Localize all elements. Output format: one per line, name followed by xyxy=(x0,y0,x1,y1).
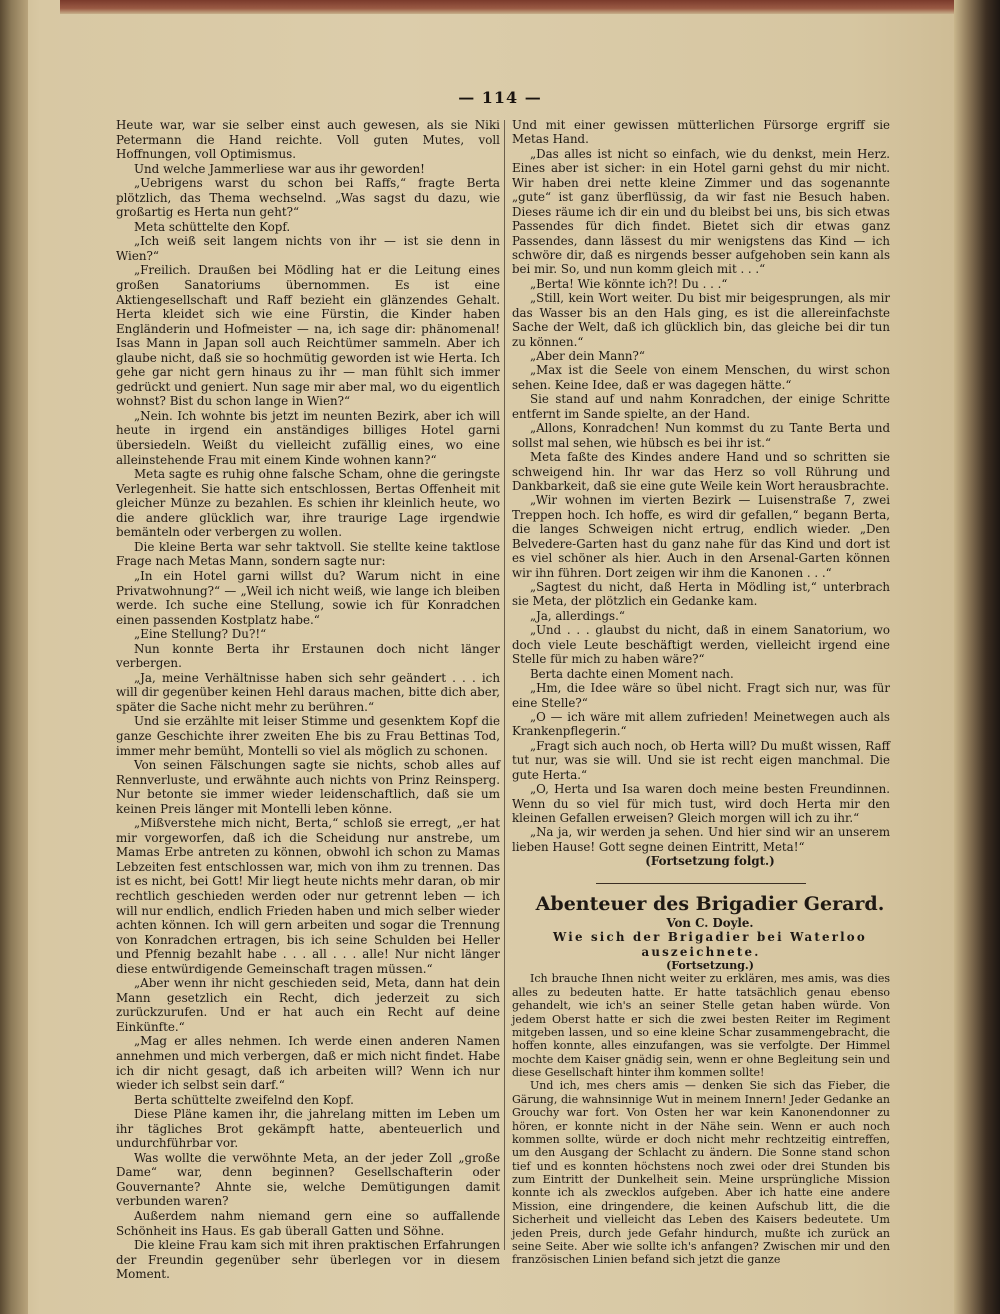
paragraph: „Ja, meine Verhältnisse haben sich sehr geändert . . . ich will dir gegenüber keinen Hehl daraus machen, bitte dich aber, später die Sache nicht mehr zu berühren.“ xyxy=(116,670,500,714)
paragraph: „Max ist die Seele von einem Menschen, du wirst schon sehen. Keine Idee, daß er was dagegen hätte.“ xyxy=(512,363,890,392)
paragraph: „Aber wenn ihr nicht geschieden seid, Meta, dann hat dein Mann gesetzlich ein Recht, dich jederzeit zu sich zurückzurufen. Und er hat auch ein Recht auf deine Einkünfte.“ xyxy=(116,976,500,1034)
paragraph: „Mag er alles nehmen. Ich werde einen anderen Namen annehmen und mich verbergen, daß er mich nicht findet. Habe ich dir nicht gesagt, daß ich arbeiten will? Wenn ich nur wieder ich selbst sein darf.“ xyxy=(116,1034,500,1093)
paragraph: „Uebrigens warst du schon bei Raffs,“ fragte Berta plötzlich, das Thema wechselnd. „Was sagst du dazu, wie großartig es Herta nun geht?“ xyxy=(116,176,500,220)
paragraph: Meta schüttelte den Kopf. xyxy=(134,219,291,234)
story-title: Abenteuer des Brigadier Gerard. xyxy=(535,892,885,915)
section-separator xyxy=(596,883,806,884)
paragraph: Außerdem nahm niemand gern eine so auffallende Schönheit ins Haus. Es gab überall Gatten und Söhne. xyxy=(116,1209,500,1238)
binding-spine xyxy=(0,0,28,1314)
paragraph: Und sie erzählte mit leiser Stimme und gesenktem Kopf die ganze Geschichte ihrer zweiten Ehe bis zu Frau Bettinas Tod, immer mehr bemüht, Montelli so viel als möglich zu schonen. xyxy=(116,714,500,758)
paragraph: „Aber dein Mann?“ xyxy=(530,349,645,363)
paragraph: „O — ich wäre mit allem zufrieden! Meinetwegen auch als Krankenpflegerin.“ xyxy=(512,709,890,739)
paragraph: Meta faßte des Kindes andere Hand und so schritten sie schweigend hin. Ihr war das Herz so voll Rührung und Dankbarkeit, daß sie eine gute Weile kein Wort herausbrachte. xyxy=(512,450,890,493)
column-divider xyxy=(504,120,505,1250)
paragraph: „Freilich. Draußen bei Mödling hat er die Leitung eines großen Sanatoriums übernommen. Es ist eine Aktiengesellschaft und Raff bezieht ein glänzendes Gehalt. Herta kleidet sich wie eine Fürstin, die Kinder haben Engländerin und Hofmeister — na, ich sage dir: phänomenal! Isas Mann in Japan soll auch Reichtümer sammeln. Aber ich glaube nicht, daß sie so hochmütig geworden ist wie Herta. Ich gehe gar nicht gern hinaus zu ihr — man fühlt sich immer gedrückt und geniert. Nun sage mir aber mal, wo du eigentlich wohnst? Bist du schon lange in Wien?“ xyxy=(116,263,500,409)
paragraph: Die kleine Berta war sehr taktvoll. Sie stellte keine taktlose Frage nach Metas Mann, sondern sagte nur: xyxy=(116,539,500,569)
paragraph: „Berta! Wie könnte ich?! Du . . .“ xyxy=(530,276,728,291)
paragraph: „Fragt sich auch noch, ob Herta will? Du mußt wissen, Raff tut nur, was sie will. Und sie ist recht eigen manchmal. Die gute Herta.“ xyxy=(512,738,890,782)
paragraph: „Allons, Konradchen! Nun kommst du zu Tante Berta und sollst mal sehen, wie hübsch es bei ihr ist.“ xyxy=(512,421,890,450)
paragraph: „Hm, die Idee wäre so übel nicht. Fragt sich nur, was für eine Stelle?“ xyxy=(512,681,890,710)
paragraph: Die kleine Frau kam sich mit ihren praktischen Erfahrungen der Freundin gegenüber sehr überlegen vor in diesem Moment. xyxy=(116,1238,500,1282)
page-number: — 114 — xyxy=(458,88,542,107)
binding-top-edge xyxy=(60,0,990,14)
paragraph: „Das alles ist nicht so einfach, wie du denkst, mein Herz. Eines aber ist sicher: in ein Hotel garni gehst du mir nicht. Wir haben drei nette kleine Zimmer und das sogenannte „gute“ ist ganz überflüssig, da wir fast nie Besuch haben. Dieses räume ich dir ein und du bleibst bei uns, bis sich etwas Passendes für dich findet. Bietet sich dir etwas ganz Passendes, dann lässest du mir wenigstens das Kind — ich schwöre dir, daß es nirgends besser aufgehoben sein kann als bei mir. So, und nun komm gleich mit . . .“ xyxy=(512,146,890,277)
paragraph: Sie stand auf und nahm Konradchen, der einige Schritte entfernt im Sande spielte, an der Hand. xyxy=(512,392,890,421)
left-column xyxy=(116,118,500,1282)
paragraph: Und welche Jammerliese war aus ihr geworden! xyxy=(134,161,425,176)
paragraph: Und ich, mes chers amis — denken Sie sich das Fieber, die Gärung, die wahnsinnige Wut in meinem Innern! Jeder Gedanke an Grouchy war fort. Von Osten her war kein Kanonendonner zu hören, er konnte nicht in der Nähe sein. Wenn er auch noch kommen sollte, würde er doch nicht mehr rechtzeitig eintreffen, um den Ausgang der Schlacht zu ändern. Die Sonne stand schon tief und es konnten höchstens noch zwei oder drei Stunden bis zum Eintritt der Dunkelheit sein. Meine ursprüngliche Mission konnte ich als zwecklos aufgeben. Aber ich hatte eine andere Mission, eine dringendere, die keinen Aufschub litt, die die Sicherheit und vielleicht das Leben des Kaisers bedeutete. Um jeden Preis, durch jede Gefahr hindurch, mußte ich zurück an seine Seite. Aber wie sollte ich's anfangen? Zwischen mir und den französischen Linien befand sich jetzt die ganze xyxy=(512,1079,890,1267)
paragraph: „Still, kein Wort weiter. Du bist mir beigesprungen, als mir das Wasser bis an den Hals ging, es ist die allereinfachste Sache der Welt, daß ich glücklich bin, das gleiche bei dir tun zu können.“ xyxy=(512,291,890,349)
story-continuation: (Fortsetzung.) xyxy=(666,959,754,973)
paragraph: „Wir wohnen im vierten Bezirk — Luisenstraße 7, zwei Treppen hoch. Ich hoffe, es wird dir gefallen,“ begann Berta, die langes Schweigen nicht ertrug, endlich wieder. „Den Belvedere-Garten hast du ganz nahe für das Kind und dort ist es viel schöner als hier. Auch in den Arsenal-Garten können wir ihn führen. Dort zeigen wir ihm die Kanonen . . .“ xyxy=(512,493,890,580)
story-author: Von C. Doyle. xyxy=(666,915,754,930)
paragraph: „Sagtest du nicht, daß Herta in Mödling ist,“ unterbrach sie Meta, der plötzlich ein Gedanke kam. xyxy=(512,580,890,609)
paragraph: Von seinen Fälschungen sagte sie nichts, schob alles auf Rennverluste, und erwähnte auch nichts von Prinz Reinsperg. Nur betonte sie immer wieder leidenschaftlich, daß sie um keinen Preis länger mit Montelli leben könne. xyxy=(116,758,500,816)
paragraph: „Ich weiß seit langem nichts von ihr — ist sie denn in Wien?“ xyxy=(116,234,500,263)
paragraph: Berta dachte einen Moment nach. xyxy=(530,666,734,681)
paragraph: Ich brauche Ihnen nicht weiter zu erklären, mes amis, was dies alles zu bedeuten hatte. Er hatte tatsächlich genau ebenso gehandelt, wie ich's an seiner Stelle getan haben würde. Von jedem Oberst hatte er sich die zwei besten Reiter im Regiment mitgeben lassen, und so eine kleine Schar zusammengebracht, die hoffen konnte, alles einzufangen, was sie verfolgte. Der Himmel mochte dem Kaiser gnädig sein, wenn er ohne Begleitung sein und diese Gesellschaft hinter ihm kommen sollte! xyxy=(512,972,890,1080)
paragraph: Diese Pläne kamen ihr, die jahrelang mitten im Leben um ihr tägliches Brot gekämpft hatte, abenteuerlich und undurchführbar vor. xyxy=(116,1107,500,1151)
right-column xyxy=(512,118,890,1267)
paragraph: „Und . . . glaubst du nicht, daß in einem Sanatorium, wo doch viele Leute beschäftigt werden, vielleicht irgend eine Stelle für mich zu haben wäre?“ xyxy=(512,623,890,667)
continuation-note: (Fortsetzung folgt.) xyxy=(645,854,775,869)
paragraph: „Nein. Ich wohnte bis jetzt im neunten Bezirk, aber ich will heute in irgend ein anständiges billiges Hotel garni übersiedeln. Weißt du vielleicht zufällig eines, wo eine alleinstehende Frau mit einem Kinde wohnen kann?“ xyxy=(116,408,500,467)
paragraph: „Na ja, wir werden ja sehen. Und hier sind wir an unserem lieben Hause! Gott segne deinen Eintritt, Meta!“ xyxy=(512,825,890,854)
paragraph: Nun konnte Berta ihr Erstaunen doch nicht länger verbergen. xyxy=(116,641,500,671)
paragraph: Was wollte die verwöhnte Meta, an der jeder Zoll „große Dame“ war, denn beginnen? Gesellschafterin oder Gouvernante? Ahnte sie, welche Demütigungen damit verbunden waren? xyxy=(116,1150,500,1209)
paragraph: Heute war, war sie selber einst auch gewesen, als sie Niki Petermann die Hand reichte. Voll guten Mutes, voll Hoffnungen, voll Optimismus. xyxy=(116,118,500,162)
paragraph: Berta schüttelte zweifelnd den Kopf. xyxy=(134,1092,354,1107)
paragraph: Meta sagte es ruhig ohne falsche Scham, ohne die geringste Verlegenheit. Sie hatte sich entschlossen, Bertas Offenheit mit gleicher Münze zu bezahlen. Es schien ihr kleinlich heute, wo die andere glücklich war, ihre traurige Lage irgendwie bemänteln oder verbergen zu wollen. xyxy=(116,467,500,540)
paragraph: „Ja, allerdings.“ xyxy=(530,608,625,623)
page-edge-shadow xyxy=(954,0,1000,1314)
paragraph: „In ein Hotel garni willst du? Warum nicht in eine Privatwohnung?“ — „Weil ich nicht weiß, wie lange ich bleiben werde. Ich suche eine Stellung, sowie ich für Konradchen einen passenden Kostplatz habe.“ xyxy=(116,568,500,627)
story-subtitle: Wie sich der Brigadier bei Waterloo auszeichnete. xyxy=(553,930,867,959)
paragraph: „Eine Stellung? Du?!“ xyxy=(134,627,267,642)
paragraph: Und mit einer gewissen mütterlichen Fürsorge ergriff sie Metas Hand. xyxy=(512,118,890,147)
paragraph: „O, Herta und Isa waren doch meine besten Freundinnen. Wenn du so viel für mich tust, wird doch Herta mir den kleinen Gefallen erweisen? Gleich morgen will ich zu ihr.“ xyxy=(512,782,890,825)
paragraph: „Mißverstehe mich nicht, Berta,“ schloß sie erregt, „er hat mir vorgeworfen, daß ich die Scheidung nur anstrebe, um Mamas Erbe antreten zu können, obwohl ich schon zu Mamas Lebzeiten fest entschlossen war, mich von ihm zu trennen. Das ist es nicht, bei Gott! Mir liegt heute nichts mehr daran, ob mir rechtlich geschieden werden oder nur getrennt leben — ich will nur endlich, endlich Frieden haben und mich selber wieder achten können. Ich will gern arbeiten und sogar die Trennung von Konradchen ertragen, bis ich seine Schulden bei Heller und Pfennig bezahlt habe . . . all . . . alle! Nur nicht länger diese entwürdigende Gemeinschaft tragen müssen.“ xyxy=(116,816,500,976)
